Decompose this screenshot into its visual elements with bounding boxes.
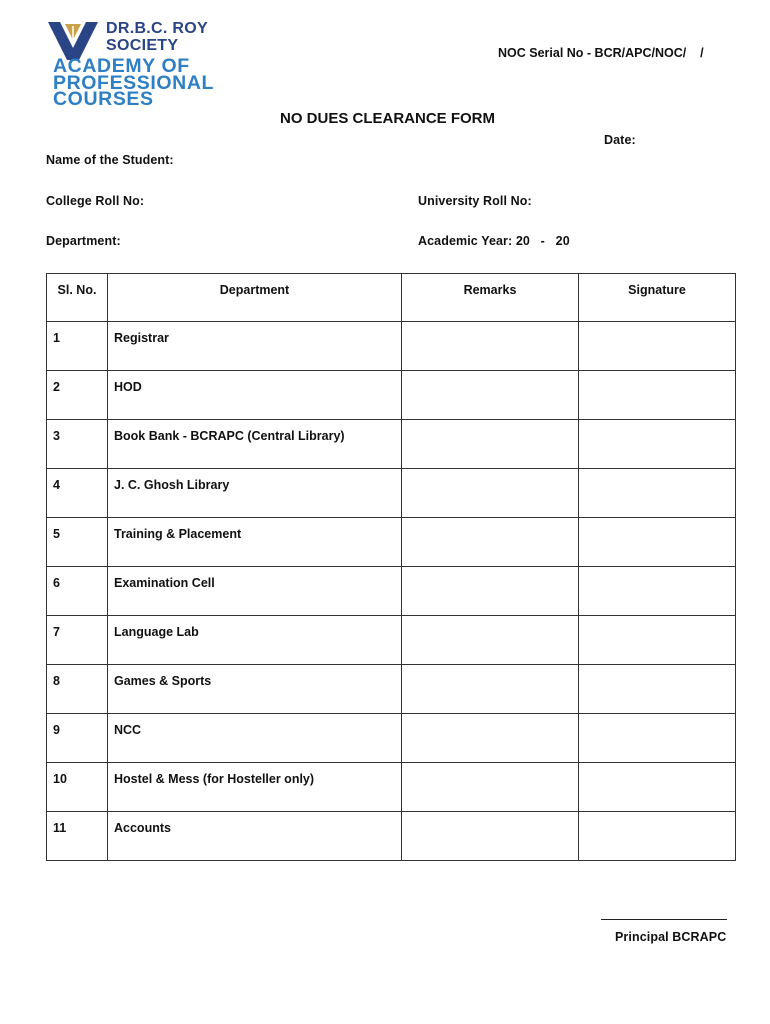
row-number: 11 [47, 812, 108, 861]
signature-cell[interactable] [579, 518, 736, 567]
signature-cell[interactable] [579, 371, 736, 420]
row-number: 7 [47, 616, 108, 665]
student-name-label: Name of the Student: [46, 153, 174, 167]
remarks-cell[interactable] [402, 420, 579, 469]
remarks-cell[interactable] [402, 518, 579, 567]
row-department: Hostel & Mess (for Hosteller only) [108, 763, 402, 812]
remarks-cell[interactable] [402, 812, 579, 861]
row-number: 8 [47, 665, 108, 714]
header-department: Department [108, 274, 402, 322]
remarks-cell[interactable] [402, 763, 579, 812]
row-department: Book Bank - BCRAPC (Central Library) [108, 420, 402, 469]
row-number: 6 [47, 567, 108, 616]
remarks-cell[interactable] [402, 616, 579, 665]
signature-cell[interactable] [579, 665, 736, 714]
row-department: HOD [108, 371, 402, 420]
logo-text-line1: DR.B.C. ROY [106, 20, 208, 37]
signature-cell[interactable] [579, 420, 736, 469]
table-row [47, 714, 736, 763]
table-row [47, 420, 736, 469]
noc-serial-number: NOC Serial No - BCR/APC/NOC/ / [498, 46, 704, 60]
row-department: Accounts [108, 812, 402, 861]
logo-text-line2: SOCIETY [106, 37, 179, 54]
row-department: NCC [108, 714, 402, 763]
signature-cell[interactable] [579, 616, 736, 665]
row-department: Examination Cell [108, 567, 402, 616]
remarks-cell[interactable] [402, 665, 579, 714]
row-number: 10 [47, 763, 108, 812]
principal-signature-line[interactable] [601, 911, 727, 920]
principal-label: Principal BCRAPC [615, 930, 727, 944]
table-row [47, 763, 736, 812]
row-department: Games & Sports [108, 665, 402, 714]
table-row [47, 469, 736, 518]
remarks-cell[interactable] [402, 371, 579, 420]
academic-year-label: Academic Year: 20 - 20 [418, 234, 570, 248]
signature-cell[interactable] [579, 812, 736, 861]
signature-cell[interactable] [579, 567, 736, 616]
row-department: Registrar [108, 322, 402, 371]
date-label: Date: [604, 133, 636, 147]
table-row [47, 812, 736, 861]
logo-text-line3: ACADEMY OF [53, 55, 190, 77]
row-department: Training & Placement [108, 518, 402, 567]
row-number: 3 [47, 420, 108, 469]
row-number: 1 [47, 322, 108, 371]
row-number: 4 [47, 469, 108, 518]
remarks-cell[interactable] [402, 714, 579, 763]
department-label: Department: [46, 234, 121, 248]
header-sl-no: Sl. No. [47, 274, 108, 322]
table-row [47, 371, 736, 420]
row-number: 9 [47, 714, 108, 763]
clearance-table [46, 273, 736, 861]
table-row [47, 518, 736, 567]
row-number: 2 [47, 371, 108, 420]
remarks-cell[interactable] [402, 469, 579, 518]
college-roll-label: College Roll No: [46, 194, 145, 208]
signature-cell[interactable] [579, 763, 736, 812]
signature-cell[interactable] [579, 322, 736, 371]
university-roll-label: University Roll No: [418, 194, 532, 208]
table-row [47, 567, 736, 616]
table-header-row [47, 274, 736, 322]
row-number: 5 [47, 518, 108, 567]
row-department: Language Lab [108, 616, 402, 665]
remarks-cell[interactable] [402, 322, 579, 371]
logo-text-line4: PROFESSIONAL [53, 72, 215, 94]
table-row [47, 665, 736, 714]
form-title: NO DUES CLEARANCE FORM [280, 110, 496, 127]
table-row [47, 322, 736, 371]
header-remarks: Remarks [402, 274, 579, 322]
signature-cell[interactable] [579, 469, 736, 518]
signature-cell[interactable] [579, 714, 736, 763]
remarks-cell[interactable] [402, 567, 579, 616]
logo-text-line5: COURSES [53, 88, 154, 110]
table-row [47, 616, 736, 665]
row-department: J. C. Ghosh Library [108, 469, 402, 518]
header-signature: Signature [579, 274, 736, 322]
